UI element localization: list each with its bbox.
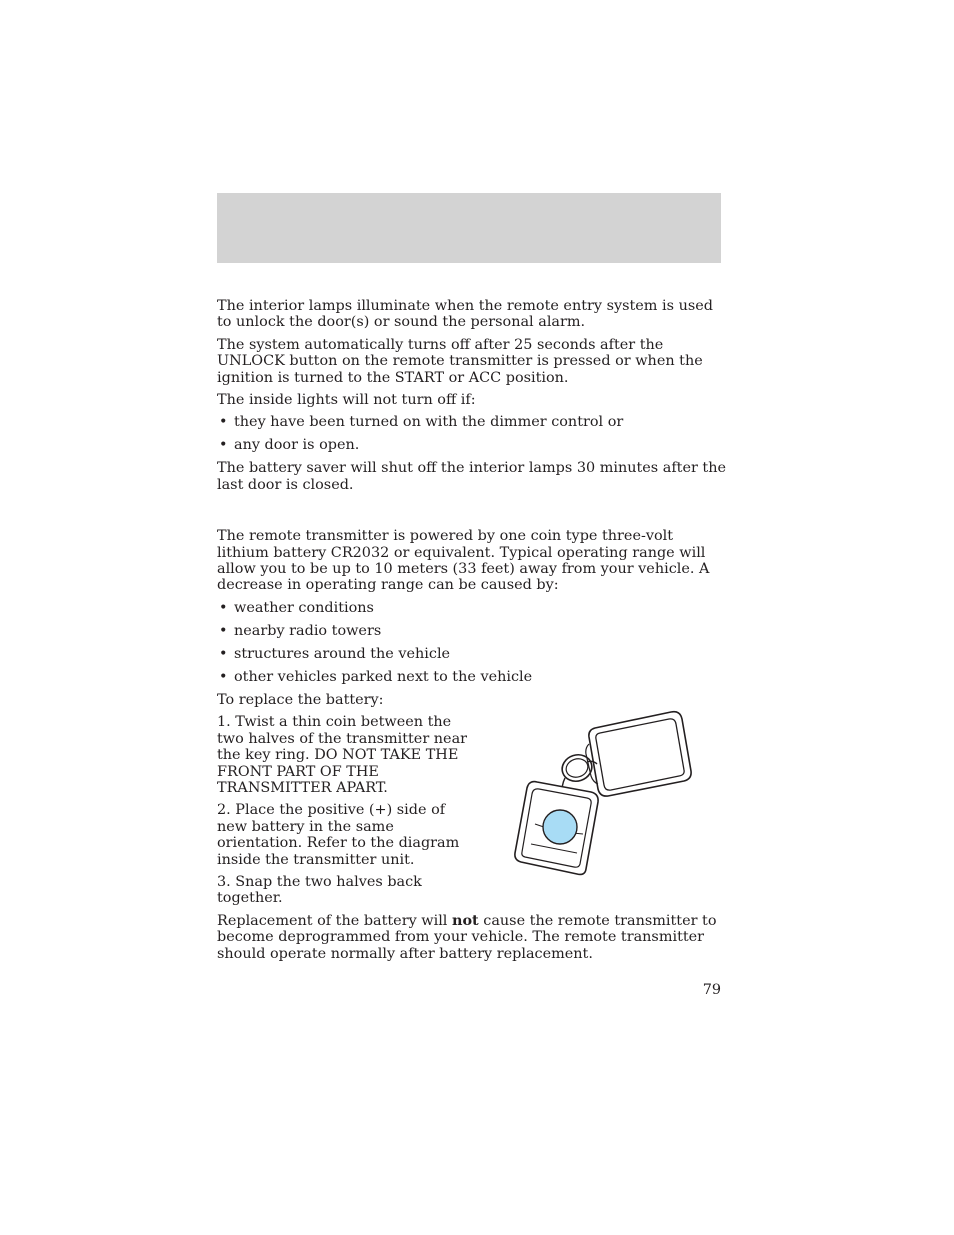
front-half-icon: [586, 712, 691, 796]
paragraph-closing: [217, 913, 727, 962]
list-item: • any door is open.: [217, 437, 727, 453]
lights-bullet-list: [217, 414, 727, 453]
paragraph-transmitter-intro: The remote transmitter is powered by one coin type three-volt lithium battery CR2032 or equivalent. Typical operating range will allow you to be up to 10 meters (33 feet) away from your vehicle. A decrease in operating range can be caused by:: [217, 528, 710, 594]
step-item: 2. Place the positive (+) side of new battery in the same orientation. Refer to the diagram inside the transmitter unit.: [217, 802, 460, 868]
list-item: • weather conditions: [217, 600, 727, 616]
paragraph-replace-intro: To replace the battery:: [217, 691, 384, 708]
closing-emphasis: not: [451, 911, 479, 929]
step-item: 1. Twist a thin coin between the two halves of the transmitter near the key ring. DO NOT TAKE THE FRONT PART OF THE TRANSMITTER APART.: [217, 714, 468, 796]
paragraph-interior-lamps: The interior lamps illuminate when the remote entry system is used to unlock the door(s) or sound the personal alarm.: [217, 298, 713, 331]
page-number: 79: [702, 982, 721, 998]
closing-text-end: cause the remote transmitter to become deprogrammed from your vehicle. The remote transmitter should operate normally after battery replacement.: [217, 912, 717, 962]
steps-list: [217, 714, 475, 906]
section-gap: [217, 499, 727, 528]
range-bullet-list: [217, 600, 727, 685]
list-item: • they have been turned on with the dimmer control or: [217, 414, 727, 430]
key-ring-icon: [559, 751, 597, 792]
paragraph-inside-lights: The inside lights will not turn off if:: [217, 392, 476, 409]
steps-section: [217, 714, 727, 906]
step-item: 3. Snap the two halves back together.: [217, 873, 422, 907]
section-header-band: [217, 193, 721, 263]
paragraph-auto-off: The system automatically turns off after 25 seconds after the UNLOCK button on the remote transmitter is pressed or when the ignition is turned to the START or ACC position.: [217, 336, 703, 386]
paragraph-battery-saver: The battery saver will shut off the interior lamps 30 minutes after the last door is closed.: [217, 460, 726, 493]
page-content: [217, 298, 727, 968]
list-item: • structures around the vehicle: [217, 646, 727, 662]
transmitter-illustration: [513, 704, 693, 876]
closing-text-start: Replacement of the battery will: [217, 912, 452, 929]
list-item: • nearby radio towers: [217, 623, 727, 639]
battery-icon: [543, 810, 577, 844]
list-item: • other vehicles parked next to the vehicle: [217, 669, 727, 685]
